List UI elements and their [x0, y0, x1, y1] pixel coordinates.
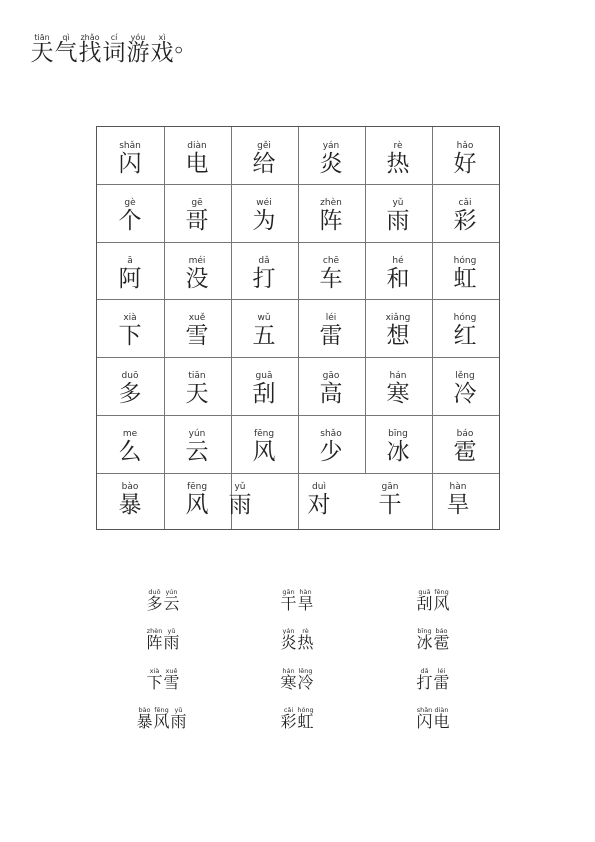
pinyin: yán — [322, 141, 340, 151]
hanzi: 下 — [146, 673, 163, 692]
pinyin: yún — [165, 588, 178, 596]
title-char — [78, 33, 102, 65]
pinyin: lěng — [298, 667, 313, 675]
pinyin: hàn — [299, 588, 312, 596]
hanzi: 暴 — [136, 712, 153, 731]
pinyin: ā — [127, 256, 133, 266]
hanzi: 彩 — [453, 208, 477, 234]
pinyin: yǔ — [174, 706, 183, 714]
pinyin: xuě — [165, 667, 178, 675]
hanzi: 寒 — [280, 673, 297, 692]
character-grid — [96, 126, 500, 530]
grid-cell — [97, 313, 163, 349]
pinyin: shǎo — [320, 429, 342, 439]
title-char — [30, 33, 54, 65]
pinyin: fēng — [434, 588, 449, 596]
pinyin: hàn — [449, 482, 467, 492]
hanzi: 为 — [252, 208, 276, 234]
hanzi: 风 — [185, 492, 209, 518]
grid-cell — [97, 256, 163, 292]
hanzi: 旱 — [297, 594, 314, 613]
hanzi: 少 — [319, 439, 343, 465]
pinyin: hǎo — [456, 141, 474, 151]
hanzi: 旱 — [446, 492, 470, 518]
hanzi: 找 — [78, 40, 102, 66]
grid-cell — [432, 313, 498, 349]
pinyin: gāo — [322, 371, 340, 381]
title-char — [102, 33, 126, 65]
hanzi: 风 — [252, 439, 276, 465]
hanzi: 虹 — [297, 712, 314, 731]
hanzi: 雹 — [453, 439, 477, 465]
pinyin: diàn — [434, 706, 449, 714]
title-char — [54, 33, 78, 65]
pinyin: gē — [191, 198, 203, 208]
answer-char — [280, 667, 297, 691]
title-char — [174, 33, 198, 65]
answer-char — [163, 627, 180, 651]
hanzi: 下 — [118, 323, 142, 349]
answer-char — [163, 588, 180, 612]
hanzi: 打 — [416, 673, 433, 692]
hanzi: 雷 — [433, 673, 450, 692]
pinyin: duì — [312, 482, 326, 492]
hanzi: 多 — [146, 594, 163, 613]
hanzi: 没 — [185, 266, 209, 292]
pinyin: dǎ — [420, 667, 429, 675]
hanzi: 红 — [453, 323, 477, 349]
grid-cell — [432, 198, 498, 234]
pinyin: zhèn — [320, 198, 342, 208]
pinyin: léi — [325, 313, 337, 323]
pinyin: yǔ — [392, 198, 404, 208]
pinyin: qì — [62, 33, 70, 42]
grid-cell — [164, 313, 230, 349]
answer-word — [146, 627, 180, 651]
hanzi: 刮 — [252, 381, 276, 407]
hanzi: 雹 — [433, 633, 450, 652]
grid-cell — [97, 429, 163, 465]
grid-cell — [365, 313, 431, 349]
pinyin: léi — [437, 667, 446, 675]
hanzi: 雨 — [170, 712, 187, 731]
pinyin: lěng — [455, 371, 475, 381]
pinyin: hán — [282, 667, 295, 675]
hanzi: 天 — [185, 381, 209, 407]
answer-word — [280, 588, 314, 612]
hanzi: 哥 — [185, 208, 209, 234]
hanzi: 天 — [30, 40, 54, 66]
pinyin: shǎn — [416, 706, 433, 714]
hanzi: 雪 — [163, 673, 180, 692]
pinyin: zhǎo — [80, 33, 100, 42]
answer-char — [163, 667, 180, 691]
pinyin: hóng — [297, 706, 314, 714]
answer-char — [280, 706, 297, 730]
grid-cell — [164, 256, 230, 292]
hanzi: 干 — [378, 492, 402, 518]
pinyin: guā — [255, 371, 273, 381]
hanzi: 对 — [307, 492, 331, 518]
grid-cell — [97, 198, 163, 234]
pinyin: bào — [138, 706, 151, 714]
pinyin: yǔ — [234, 482, 246, 492]
answer-char — [280, 627, 297, 651]
pinyin: xiǎng — [385, 313, 411, 323]
answer-word — [416, 588, 450, 612]
hanzi: 词 — [102, 40, 126, 66]
hanzi: 雨 — [163, 633, 180, 652]
hanzi: 暴 — [118, 492, 142, 518]
hanzi: 风 — [153, 712, 170, 731]
answer-char — [416, 667, 433, 691]
grid-cell — [286, 482, 352, 518]
hanzi: 个 — [118, 208, 142, 234]
hanzi: 雪 — [185, 323, 209, 349]
pinyin: bīng — [417, 627, 432, 635]
pinyin: gěi — [257, 141, 271, 151]
answer-char — [416, 588, 433, 612]
pinyin: dǎ — [258, 256, 270, 266]
hanzi: 闪 — [118, 151, 142, 177]
hanzi: 风 — [433, 594, 450, 613]
pinyin: wéi — [256, 198, 272, 208]
pinyin: xià — [149, 667, 160, 675]
hanzi: 电 — [185, 151, 209, 177]
pinyin: xì — [158, 33, 166, 42]
hanzi: 云 — [185, 439, 209, 465]
pinyin: hán — [389, 371, 407, 381]
pinyin: gān — [381, 482, 399, 492]
pinyin: wǔ — [257, 313, 271, 323]
answer-char — [170, 706, 187, 730]
answer-char — [146, 627, 163, 651]
pinyin: bào — [121, 482, 139, 492]
pinyin: yǔ — [167, 627, 176, 635]
hanzi: 游 — [126, 40, 150, 66]
hanzi: 车 — [319, 266, 343, 292]
hanzi: 和 — [386, 266, 410, 292]
pinyin: hé — [392, 256, 404, 266]
pinyin: yóu — [130, 33, 146, 42]
grid-cell — [231, 313, 297, 349]
pinyin: zhèn — [146, 627, 163, 635]
grid-cell — [432, 371, 498, 407]
grid-col-line — [365, 127, 366, 473]
pinyin: méi — [188, 256, 206, 266]
pinyin: me — [122, 429, 138, 439]
hanzi: 冰 — [416, 633, 433, 652]
hanzi: 么 — [118, 439, 142, 465]
pinyin: diàn — [187, 141, 207, 151]
answer-word — [136, 706, 187, 730]
pinyin: tiān — [188, 371, 206, 381]
hanzi: 阿 — [118, 266, 142, 292]
hanzi: 雷 — [319, 323, 343, 349]
answer-word — [280, 667, 314, 691]
pinyin: hóng — [453, 256, 477, 266]
answer-char — [280, 588, 297, 612]
worksheet-title — [30, 33, 198, 65]
answer-char — [153, 706, 170, 730]
pinyin: yún — [188, 429, 206, 439]
hanzi: 闪 — [416, 712, 433, 731]
hanzi: 热 — [386, 151, 410, 177]
answer-word — [146, 667, 180, 691]
pinyin: rè — [302, 627, 309, 635]
hanzi: 炎 — [280, 633, 297, 652]
pinyin: yán — [282, 627, 295, 635]
answer-char — [433, 627, 450, 651]
hanzi: 热 — [297, 633, 314, 652]
pinyin: cǎi — [283, 706, 294, 714]
hanzi: 刮 — [416, 594, 433, 613]
grid-cell — [365, 141, 431, 177]
hanzi: 炎 — [319, 151, 343, 177]
hanzi: 云 — [163, 594, 180, 613]
pinyin: shǎn — [119, 141, 141, 151]
answer-char — [297, 588, 314, 612]
hanzi: 阵 — [146, 633, 163, 652]
grid-cell — [164, 141, 230, 177]
grid-cell — [298, 429, 364, 465]
hanzi: 气 — [54, 40, 78, 66]
hanzi: 彩 — [280, 712, 297, 731]
grid-cell — [298, 371, 364, 407]
hanzi: 高 — [319, 381, 343, 407]
hanzi: 。 — [174, 31, 198, 57]
answer-char — [433, 588, 450, 612]
answer-char — [433, 706, 450, 730]
pinyin: fēng — [253, 429, 275, 439]
pinyin: guā — [418, 588, 431, 596]
answer-word — [280, 706, 314, 730]
grid-cell — [425, 482, 491, 518]
grid-cell — [207, 482, 273, 518]
hanzi: 寒 — [386, 381, 410, 407]
grid-cell — [365, 371, 431, 407]
hanzi: 冷 — [453, 381, 477, 407]
pinyin: cǎi — [458, 198, 472, 208]
hanzi: 打 — [252, 266, 276, 292]
grid-cell — [298, 256, 364, 292]
hanzi: 好 — [453, 151, 477, 177]
answer-char — [297, 706, 314, 730]
pinyin: báo — [456, 429, 474, 439]
pinyin: bīng — [388, 429, 408, 439]
pinyin: rè — [393, 141, 403, 151]
hanzi: 雨 — [386, 208, 410, 234]
pinyin: cí — [110, 33, 118, 42]
grid-cell — [231, 198, 297, 234]
answer-word — [280, 627, 314, 651]
grid-cell — [432, 256, 498, 292]
grid-cell — [432, 429, 498, 465]
answer-char — [136, 706, 153, 730]
pinyin: xuě — [188, 313, 206, 323]
grid-cell — [365, 198, 431, 234]
grid-cell — [298, 198, 364, 234]
grid-cell — [97, 371, 163, 407]
answer-char — [416, 627, 433, 651]
grid-cell — [298, 141, 364, 177]
grid-cell — [231, 141, 297, 177]
title-char — [150, 33, 174, 65]
pinyin: fēng — [186, 482, 208, 492]
hanzi: 干 — [280, 594, 297, 613]
answer-char — [416, 706, 433, 730]
hanzi: 给 — [252, 151, 276, 177]
answer-char — [146, 588, 163, 612]
grid-cell — [357, 482, 423, 518]
grid-cell — [365, 429, 431, 465]
answer-char — [433, 667, 450, 691]
grid-cell — [298, 313, 364, 349]
hanzi: 五 — [252, 323, 276, 349]
pinyin: gè — [124, 198, 136, 208]
pinyin: fēng — [154, 706, 169, 714]
grid-cell — [231, 429, 297, 465]
pinyin: tiān — [34, 33, 50, 42]
answer-char — [146, 667, 163, 691]
grid-cell — [432, 141, 498, 177]
answer-word — [416, 706, 450, 730]
hanzi: 虹 — [453, 266, 477, 292]
hanzi: 电 — [433, 712, 450, 731]
hanzi: 冰 — [386, 439, 410, 465]
answer-char — [297, 667, 314, 691]
answer-word — [416, 667, 450, 691]
hanzi: 多 — [118, 381, 142, 407]
grid-cell — [164, 198, 230, 234]
answer-word — [146, 588, 180, 612]
hanzi: 雨 — [228, 492, 252, 518]
grid-cell — [97, 482, 163, 518]
pinyin: hóng — [453, 313, 477, 323]
pinyin: báo — [435, 627, 448, 635]
hanzi: 阵 — [319, 208, 343, 234]
grid-cell — [365, 256, 431, 292]
hanzi: 戏 — [150, 40, 174, 66]
grid-cell — [164, 429, 230, 465]
pinyin: xià — [123, 313, 137, 323]
grid-cell — [164, 371, 230, 407]
answer-char — [297, 627, 314, 651]
hanzi: 冷 — [297, 673, 314, 692]
title-char — [126, 33, 150, 65]
pinyin: duō — [121, 371, 139, 381]
hanzi: 想 — [386, 323, 410, 349]
grid-cell — [231, 371, 297, 407]
answer-word — [416, 627, 450, 651]
grid-col-line — [298, 127, 299, 473]
grid-cell — [97, 141, 163, 177]
pinyin: duō — [148, 588, 161, 596]
grid-cell — [231, 256, 297, 292]
pinyin: gān — [282, 588, 295, 596]
pinyin: chē — [322, 256, 340, 266]
